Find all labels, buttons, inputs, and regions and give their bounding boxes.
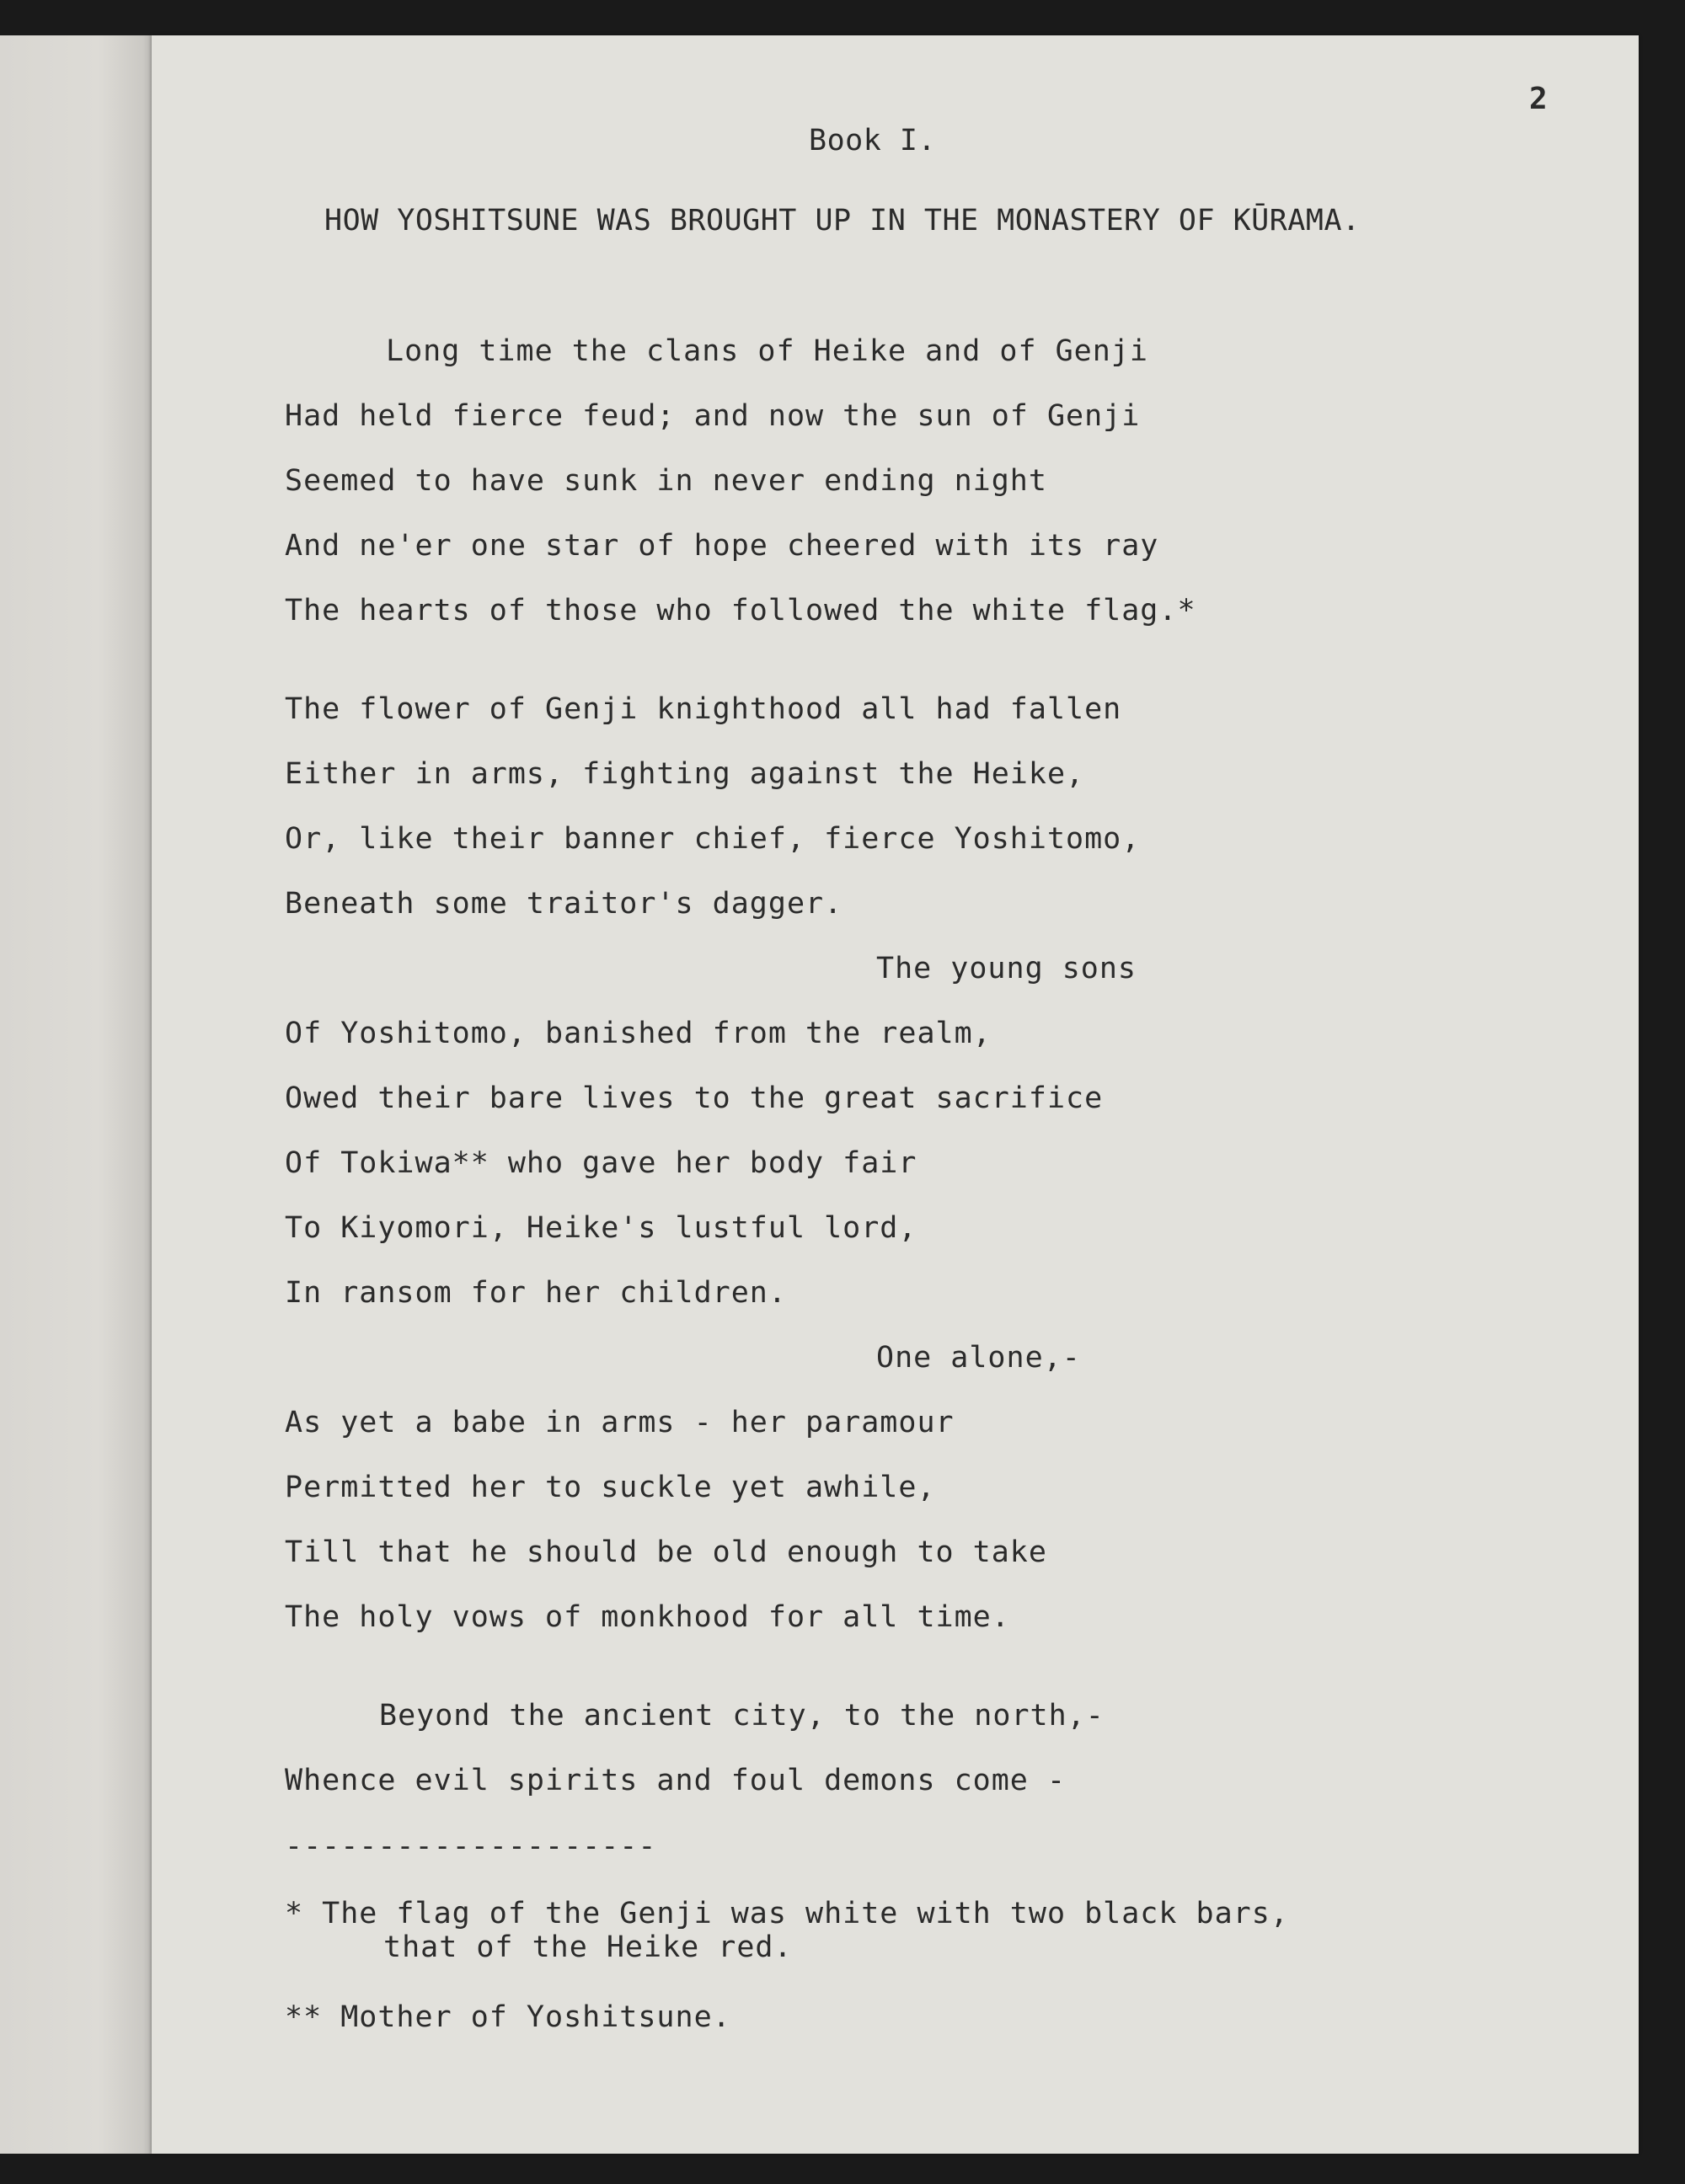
page-number: 2	[1529, 82, 1549, 116]
poem-line: Beneath some traitor's dagger.	[285, 887, 843, 921]
poem-line: Either in arms, fighting against the Heike,	[285, 757, 1085, 791]
poem-line: The hearts of those who followed the white flag.*	[285, 594, 1196, 627]
footnote-1-continued: that of the Heike red.	[383, 1930, 793, 1964]
poem-line: Owed their bare lives to the great sacrifice	[285, 1081, 1104, 1115]
poem-line: Beyond the ancient city, to the north,-	[379, 1699, 1105, 1733]
chapter-title: HOW YOSHITSUNE WAS BROUGHT UP IN THE MONASTERY OF KŪRAMA.	[324, 204, 1361, 238]
poem-line: Whence evil spirits and foul demons come -	[285, 1764, 1067, 1797]
poem-line: The young sons	[876, 952, 1137, 985]
footnote-2: ** Mother of Yoshitsune.	[285, 2000, 731, 2034]
facing-page-edge	[0, 35, 164, 2154]
poem-line: To Kiyomori, Heike's lustful lord,	[285, 1211, 917, 1245]
poem-line: One alone,-	[876, 1341, 1081, 1375]
poem-line: Of Tokiwa** who gave her body fair	[285, 1146, 917, 1180]
poem-line: The flower of Genji knighthood all had fallen	[285, 692, 1122, 726]
typescript-page	[152, 35, 1639, 2154]
footnote-1: * The flag of the Genji was white with two black bars,	[285, 1897, 1289, 1930]
poem-line: Long time the clans of Heike and of Genji	[386, 334, 1148, 368]
poem-line: Permitted her to suckle yet awhile,	[285, 1471, 936, 1504]
poem-line: Or, like their banner chief, fierce Yoshitomo,	[285, 822, 1141, 856]
poem-line: Till that he should be old enough to take	[285, 1535, 1047, 1569]
poem-line: And ne'er one star of hope cheered with its ray	[285, 529, 1159, 563]
poem-line: The holy vows of monkhood for all time.	[285, 1600, 1010, 1634]
book-label: Book I.	[809, 124, 937, 158]
footnote-rule: --------------------	[285, 1829, 657, 1863]
poem-line: Of Yoshitomo, banished from the realm,	[285, 1017, 992, 1050]
poem-line: Had held fierce feud; and now the sun of Genji	[285, 399, 1141, 433]
poem-line: Seemed to have sunk in never ending night	[285, 464, 1047, 498]
poem-line: As yet a babe in arms - her paramour	[285, 1406, 955, 1439]
poem-line: In ransom for her children.	[285, 1276, 787, 1310]
